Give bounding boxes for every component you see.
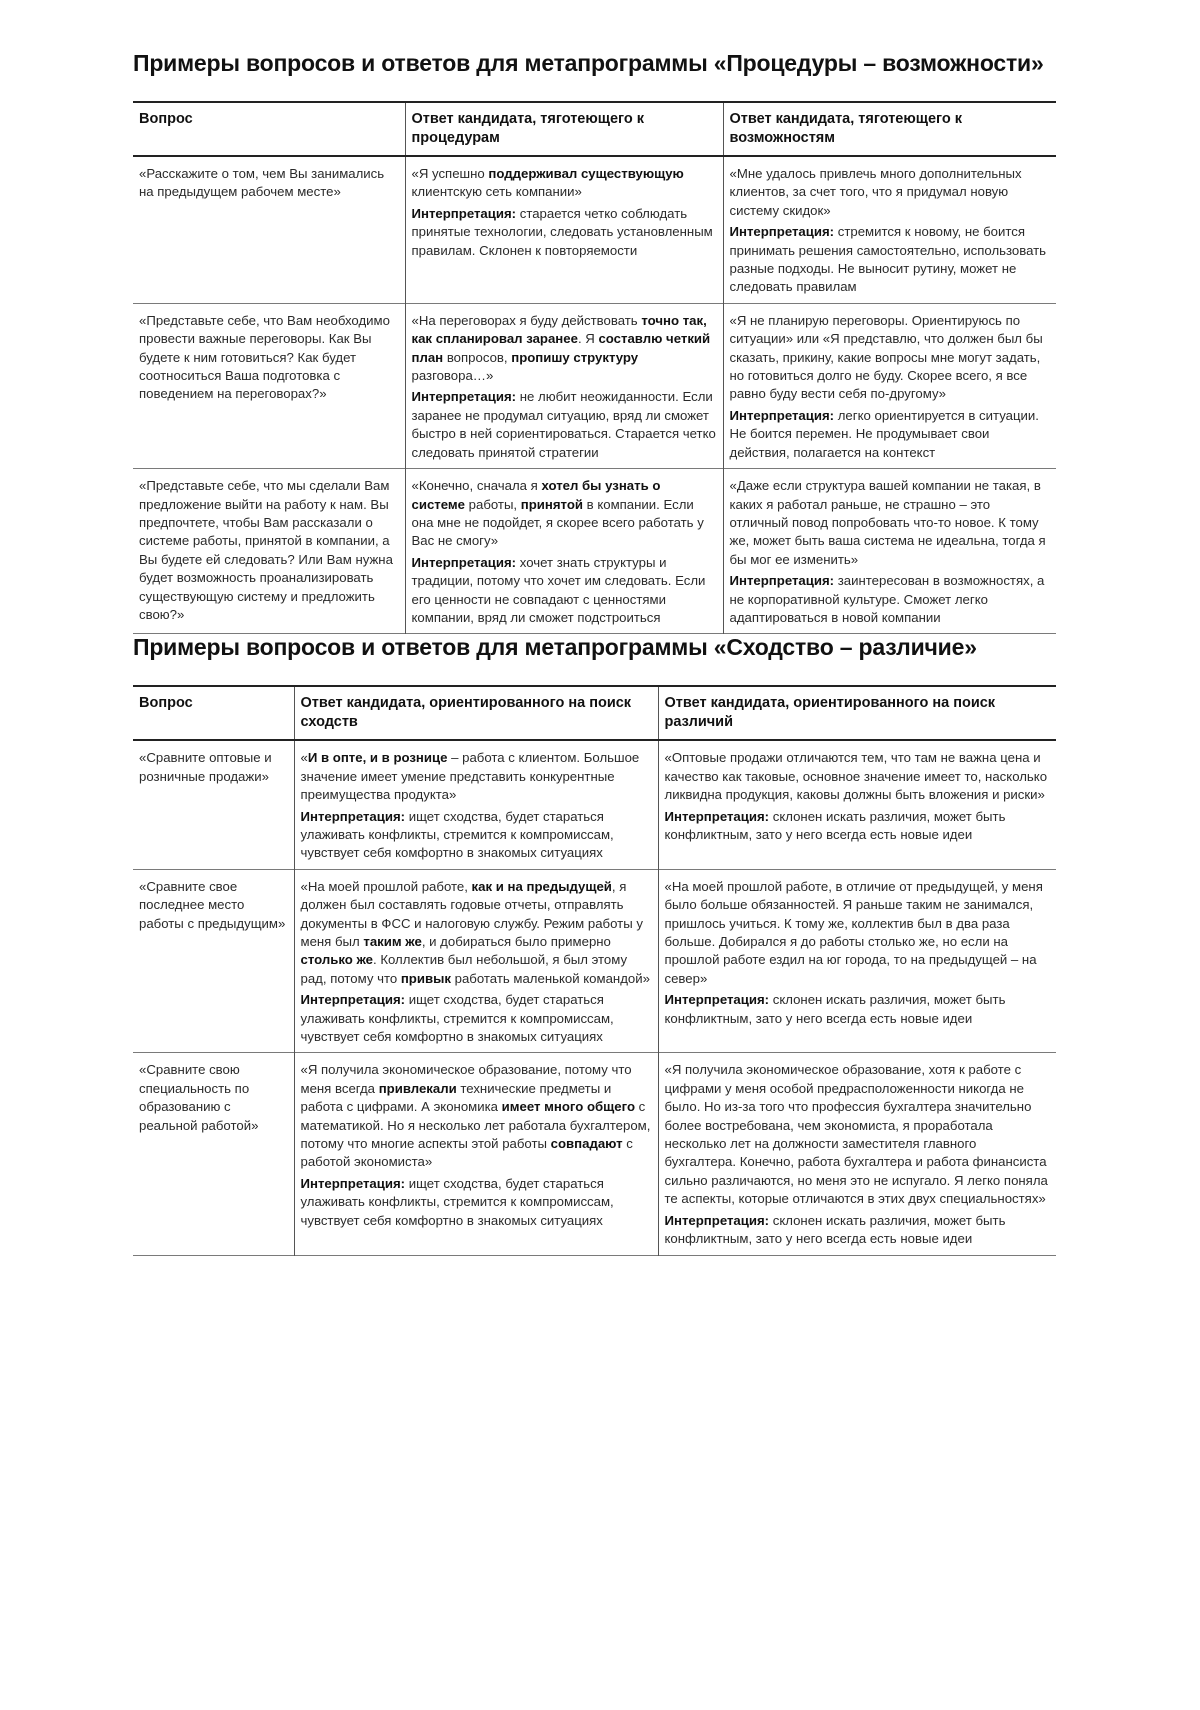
answer-fragment: «Конечно, сначала я [411, 478, 542, 494]
document-page [133, 50, 1056, 1256]
answer-fragment: «Я успешно [411, 166, 489, 181]
question-cell: «Расскажите о том, чем Вы занимались на предыдущем рабочем месте» [139, 166, 385, 200]
table-header-row [133, 102, 1056, 156]
answer-emphasis: привык [400, 970, 451, 986]
interpretation-text: не любит неожиданности. Если заранее не продумал ситуацию, вряд ли сможет быстро в ней сориентироваться. Старается четко следовать принятой стратегии [411, 389, 716, 460]
answer-text [301, 749, 652, 804]
interpretation-label: Интерпретация: [411, 205, 517, 221]
answer-fragment: «Даже если структура вашей компании не такая, в каких я работал раньше, не страшно – это отличный повод попробовать что-то новое. К тому же, может быть ваша система не идеальна, тогда я бы мог ее изменить» [729, 478, 1046, 567]
interpretation-label: Интерпретация: [300, 1175, 406, 1191]
answer-emphasis: поддерживал существующую [488, 166, 684, 181]
table-row [133, 469, 1056, 634]
table-row [133, 1053, 1056, 1255]
answer-cell [723, 156, 1056, 303]
answer-text [412, 165, 717, 202]
answer-emphasis: столько же [300, 952, 373, 968]
question-cell: «Представьте себе, что Вам необходимо провести важные переговоры. Как Вы будете к ним готовиться? Как будет соотноситься Ваша подготовка с поведением на переговорах?» [139, 312, 390, 402]
interpretation-text: склонен искать различия, может быть конфликтным, зато у него всегда есть новые идеи [664, 1212, 1006, 1247]
answer-emphasis: имеет много общего [501, 1099, 636, 1115]
interpretation-text: ищет сходства, будет стараться улаживать конфликты, стремится к компромиссам, чувствует себя комфортно в знакомых ситуациях [300, 808, 614, 861]
answer-emphasis: привлекали [378, 1080, 457, 1096]
answer-text [665, 878, 1051, 988]
answer-cell [658, 740, 1056, 869]
table-row [133, 303, 1056, 468]
interpretation [665, 808, 1051, 845]
answer-text [665, 749, 1051, 804]
answer-text [301, 1061, 652, 1171]
interpretation-text: легко ориентируется в ситуации. Не боится перемен. Не продумывает свои действия, полагается на контекст [729, 407, 1039, 460]
interpretation-text: стремится к новому, не боится принимать решения самостоятельно, использовать разные подходы. Не выносит рутину, может не следовать правилам [729, 224, 1047, 295]
interpretation-label: Интерпретация: [300, 808, 406, 824]
table-body [133, 156, 1056, 634]
answer-text [301, 878, 652, 988]
interpretation-label: Интерпретация: [729, 224, 835, 240]
answer-text [665, 1061, 1051, 1208]
answer-cell [294, 740, 658, 869]
answer-text [730, 312, 1051, 404]
answer-cell [658, 869, 1056, 1053]
answer-fragment: «На моей прошлой работе, в отличие от предыдущей, у меня было больше обязанностей. Я раньше таким не занимался, пришлось учиться. К тому же, коллектив был в два раза больше. Добирался я до работы столько же, но если на прошлой работе ездил на юг города, то на предыдущей – на север» [664, 878, 1043, 986]
answer-fragment: . Коллектив был небольшой, я был этому рад, потому что [300, 952, 628, 986]
header-answer-difference: Ответ кандидата, ориентированного на поиск различий [658, 686, 1056, 740]
table-body [133, 740, 1056, 1255]
answer-fragment: разговора…» [411, 368, 494, 384]
answer-cell [405, 156, 723, 303]
table-row [133, 740, 1056, 869]
interpretation [301, 1175, 652, 1230]
answer-text [730, 477, 1051, 569]
interpretation-text: заинтересован в возможностях, а не корпоративной культуре. Сможет легко адаптироваться в новой компании [729, 573, 1045, 625]
answer-cell [405, 469, 723, 634]
table-row [133, 869, 1056, 1053]
answer-fragment: работы, [464, 496, 521, 512]
answer-text [412, 312, 717, 386]
header-answer-similarity: Ответ кандидата, ориентированного на поиск сходств [294, 686, 658, 740]
answer-cell [723, 469, 1056, 634]
answer-fragment: в компании. Если она мне не подойдет, я скорее всего работать у Вас не смогу» [411, 496, 704, 549]
interpretation-label: Интерпретация: [729, 573, 835, 589]
interpretation-label: Интерпретация: [664, 1212, 770, 1228]
interpretation-text: ищет сходства, будет стараться улаживать конфликты, стремится к компромиссам, чувствует себя комфортно в знакомых ситуациях [300, 1175, 614, 1228]
answer-emphasis: пропишу структуру [511, 349, 639, 365]
answer-emphasis: точно так, как спланировал заранее [411, 312, 707, 347]
interpretation [412, 388, 717, 462]
interpretation-label: Интерпретация: [729, 407, 835, 423]
interpretation-text: старается четко соблюдать принятые технологии, следовать установленным правилам. Склонен к повторяемости [411, 205, 713, 258]
answer-emphasis: как и на предыдущей [471, 878, 612, 894]
procedures-possibilities-table [133, 101, 1056, 634]
header-answer-possibilities: Ответ кандидата, тяготеющего к возможностям [723, 102, 1056, 156]
answer-fragment: . Я [577, 331, 599, 347]
similarity-difference-table [133, 685, 1056, 1255]
answer-fragment: «Я получила экономическое образование, хотя к работе с цифрами у меня особой предрасположенности никогда не было. Но из-за того что профессия бухгалтера значительно более востребована, чем экономиста, я проработала несколько лет на должности заместителя главного бухгалтера. Конечно, работа бухгалтера и работа финансиста сильно различаются, но меня это не испугало. Я легко поняла те аспекты, которые отличаются в этих двух специальностях» [664, 1062, 1048, 1207]
answer-fragment: работать маленькой командой» [450, 970, 650, 986]
answer-cell [405, 303, 723, 468]
answer-fragment: «На переговорах я буду действовать [411, 312, 642, 328]
answer-fragment: вопросов, [443, 349, 512, 365]
answer-cell [658, 1053, 1056, 1255]
answer-cell [294, 1053, 658, 1255]
interpretation [730, 572, 1051, 627]
answer-emphasis: таким же [363, 934, 422, 949]
interpretation [730, 407, 1051, 462]
interpretation [412, 554, 717, 628]
interpretation-label: Интерпретация: [411, 389, 517, 405]
interpretation-text: склонен искать различия, может быть конфликтным, зато у него всегда есть новые идеи [664, 808, 1006, 842]
interpretation-label: Интерпретация: [664, 992, 770, 1008]
interpretation [301, 808, 652, 863]
interpretation [412, 205, 717, 260]
answer-fragment: с математикой. Но я несколько лет работала бухгалтером, потому что многие аспекты этой работы [300, 1099, 651, 1152]
answer-fragment: клиентскую сеть компании» [411, 184, 582, 200]
answer-fragment: с работой экономиста» [300, 1136, 633, 1170]
section-1-title: Примеры вопросов и ответов для метапрограммы «Процедуры – возможности» [133, 50, 1044, 76]
header-answer-procedures: Ответ кандидата, тяготеющего к процедурам [405, 102, 723, 156]
header-question: Вопрос [139, 111, 193, 127]
answer-fragment: « [300, 750, 308, 766]
answer-fragment: «Я не планирую переговоры. Ориентируюсь по ситуации» или «Я представлю, что должен был бы сказать, прикину, какие вопросы мне могут задать, но готовиться долго не буду. Скорее всего, я все равно буду вести себя по-другому» [729, 312, 1043, 402]
header-question: Вопрос [139, 695, 193, 712]
answer-fragment: «Мне удалось привлечь много дополнительных клиентов, за счет того, что я придумал новую систему скидок» [729, 166, 1022, 218]
answer-fragment: «На моей прошлой работе, [300, 878, 472, 894]
answer-text [730, 165, 1051, 220]
answer-fragment: «Оптовые продажи отличаются тем, что там не важна цена и качество как таковые, основное значение имеет то, насколько ликвидна продукция, каковы должны быть вложения и риски» [664, 750, 1048, 803]
answer-cell [723, 303, 1056, 468]
table-row [133, 156, 1056, 303]
interpretation [665, 1212, 1051, 1249]
answer-emphasis: И в опте, и в рознице [307, 750, 448, 766]
answer-text [412, 477, 717, 551]
answer-emphasis: хотел бы узнать о системе [411, 478, 661, 512]
answer-fragment: , и добираться было примерно [421, 934, 611, 949]
question-cell: «Сравните свою специальность по образованию с реальной работой» [139, 1062, 259, 1133]
interpretation-label: Интерпретация: [411, 554, 517, 570]
table-header-row [133, 686, 1056, 740]
interpretation-text: ищет сходства, будет стараться улаживать конфликты, стремится к компромиссам, чувствует себя комфортно в знакомых ситуациях [300, 992, 614, 1045]
interpretation-text: хочет знать структуры и традиции, потому что хочет им следовать. Если его ценности не совпадают с ценностями компании, вряд ли сможет подстроиться [411, 554, 706, 625]
answer-emphasis: совпадают [550, 1136, 623, 1152]
answer-fragment: – работа с клиентом. Большое значение имеет умение представить конкурентные преимущества продукта» [300, 750, 640, 803]
interpretation-text: склонен искать различия, может быть конфликтным, зато у него всегда есть новые идеи [664, 992, 1006, 1026]
interpretation-label: Интерпретация: [300, 992, 406, 1008]
question-cell: «Сравните свое последнее место работы с предыдущим» [139, 878, 286, 931]
answer-fragment: , я должен был составлять годовые отчеты, отправлять документы в ФСС и налоговую службу. Режим работы у меня был [300, 878, 643, 949]
answer-fragment: технические предметы и работа с цифрами. А экономика [300, 1080, 612, 1115]
interpretation [665, 991, 1051, 1028]
answer-cell [294, 869, 658, 1053]
interpretation-label: Интерпретация: [664, 808, 770, 824]
answer-emphasis: принятой [520, 496, 584, 512]
interpretation [730, 223, 1051, 297]
answer-fragment: «Я получила экономическое образование, потому что меня всегда [300, 1062, 632, 1096]
question-cell: «Представьте себе, что мы сделали Вам предложение выйти на работу к нам. Вы предпочтете, чтобы Вам рассказали о системе работы, принятой в компании, а Вы будете ей следовать? Или Вам нужна будет возможность проанализировать существующую систему и предложить свою?» [139, 478, 393, 622]
section-2-title: Примеры вопросов и ответов для метапрограммы «Сходство – различие» [133, 634, 977, 661]
answer-emphasis: составлю четкий план [411, 331, 711, 365]
interpretation [301, 991, 652, 1046]
question-cell: «Сравните оптовые и розничные продажи» [139, 750, 272, 784]
